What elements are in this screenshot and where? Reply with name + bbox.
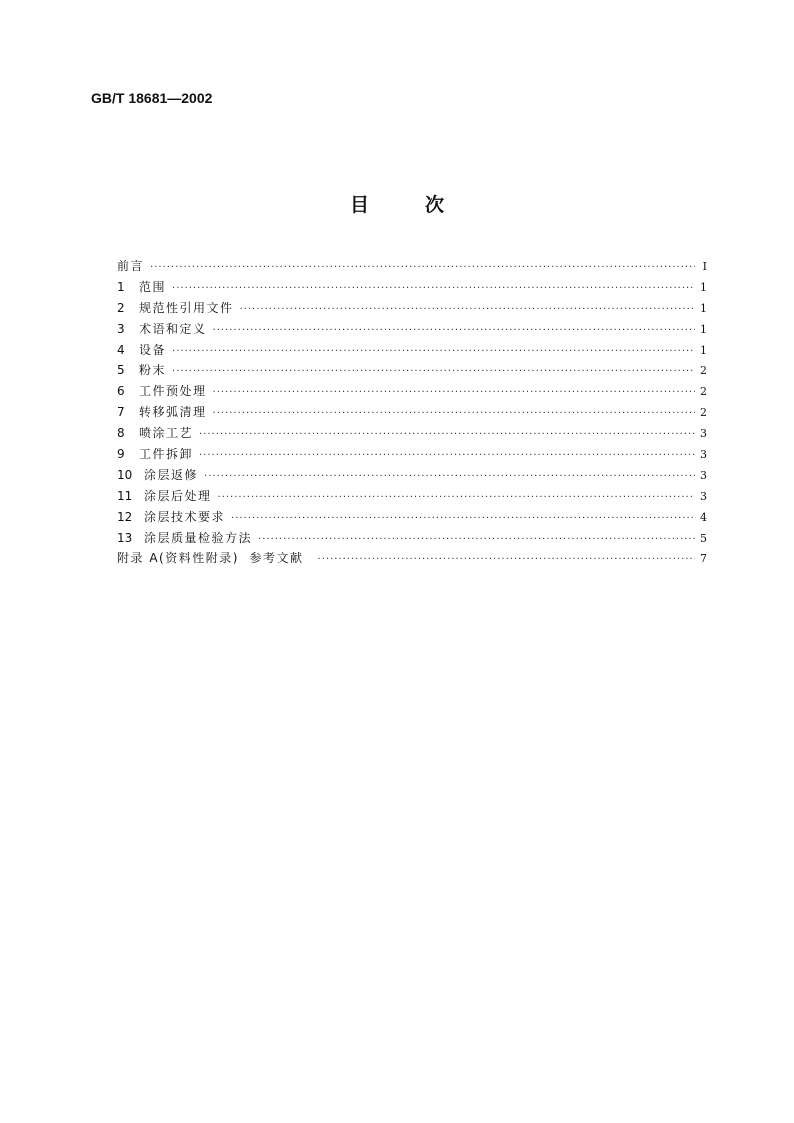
toc-page-number: 1: [700, 322, 707, 336]
toc-page-number: 2: [700, 385, 707, 399]
toc-entry-number: 13: [117, 530, 133, 545]
toc-entry-number: 7: [117, 405, 125, 420]
toc-leader-dots: [172, 346, 695, 357]
toc-page-number: 1: [700, 343, 707, 357]
toc-leader-dots: [231, 513, 695, 524]
toc-entry-8[interactable]: [117, 424, 707, 445]
toc-entry-label: 喷涂工艺: [139, 426, 194, 441]
toc-entry-13[interactable]: [117, 529, 707, 550]
toc-entry-label: 涂层技术要求: [144, 509, 226, 524]
toc-entry-label: 转移弧清理: [139, 405, 207, 420]
toc-page-number: 7: [700, 552, 707, 566]
toc-leader-dots: [318, 554, 695, 565]
toc-entry-appendix-a[interactable]: [117, 549, 707, 570]
toc-leader-dots: [240, 304, 695, 315]
toc-page-number: 3: [700, 427, 707, 441]
toc-entry-9[interactable]: [117, 445, 707, 466]
toc-entry-number: 3: [117, 321, 125, 336]
toc-page-number: 1: [700, 280, 707, 294]
toc-entry-label: 术语和定义: [139, 321, 207, 336]
toc-entry-number: 11: [117, 488, 133, 503]
toc-page-number: 4: [700, 510, 707, 524]
toc-entry-label: 设备: [139, 342, 167, 357]
toc-entry-6[interactable]: [117, 382, 707, 403]
toc-leader-dots: [218, 492, 695, 503]
toc-leader-dots: [150, 262, 695, 273]
toc-leader-dots: [213, 408, 695, 419]
toc-entry-label: 范围: [139, 279, 167, 294]
toc-page-number: 3: [700, 448, 707, 462]
toc-entry-12[interactable]: [117, 508, 707, 529]
toc-title-char-1: 目: [349, 194, 369, 216]
toc-entry-number: 2: [117, 300, 125, 315]
toc-entry-label: 附录 A(资料性附录) 参考文献: [117, 551, 304, 566]
toc-entry-number: 8: [117, 426, 125, 441]
toc-title: [0, 190, 794, 217]
toc-entry-4[interactable]: [117, 341, 707, 362]
toc-entry-label: 粉末: [139, 363, 167, 378]
toc-entry-label: 工件拆卸: [139, 447, 194, 462]
toc-entry-2[interactable]: [117, 299, 707, 320]
toc-entry-number: 12: [117, 509, 133, 524]
table-of-contents: [117, 257, 707, 570]
toc-leader-dots: [199, 429, 695, 440]
toc-entry-label: 工件预处理: [139, 384, 207, 399]
toc-entry-number: 6: [117, 384, 125, 399]
toc-entry-5[interactable]: [117, 361, 707, 382]
toc-entry-number: 5: [117, 363, 125, 378]
toc-entry-11[interactable]: [117, 487, 707, 508]
toc-entry-number: 4: [117, 342, 125, 357]
toc-entry-number: 9: [117, 447, 125, 462]
toc-entry-10[interactable]: [117, 466, 707, 487]
toc-entry-label: 涂层后处理: [144, 488, 212, 503]
toc-entry-number: 10: [117, 467, 133, 482]
toc-page-number: 2: [700, 364, 707, 378]
toc-leader-dots: [172, 283, 695, 294]
toc-entry-1[interactable]: [117, 278, 707, 299]
toc-leader-dots: [258, 534, 695, 545]
toc-leader-dots: [213, 325, 695, 336]
toc-entry-number: 1: [117, 279, 125, 294]
toc-page-number: 3: [700, 468, 707, 482]
toc-entry-7[interactable]: [117, 403, 707, 424]
toc-title-char-2: 次: [425, 194, 445, 216]
toc-entry-label: 涂层返修: [144, 467, 199, 482]
toc-entry-3[interactable]: [117, 320, 707, 341]
toc-entry-label: 涂层质量检验方法: [144, 530, 253, 545]
toc-leader-dots: [199, 450, 695, 461]
document-code: GB/T 18681—2002: [91, 90, 213, 106]
toc-page-number: 2: [700, 406, 707, 420]
toc-page-number: I: [702, 260, 707, 273]
toc-entry-label: 规范性引用文件: [139, 300, 234, 315]
toc-entry-foreword[interactable]: [117, 257, 707, 278]
toc-leader-dots: [172, 366, 695, 377]
toc-entry-label: 前言: [117, 259, 145, 273]
toc-leader-dots: [213, 387, 695, 398]
toc-page-number: 5: [700, 531, 707, 545]
toc-page-number: 3: [700, 489, 707, 503]
toc-page-number: 1: [700, 301, 707, 315]
toc-leader-dots: [204, 471, 695, 482]
